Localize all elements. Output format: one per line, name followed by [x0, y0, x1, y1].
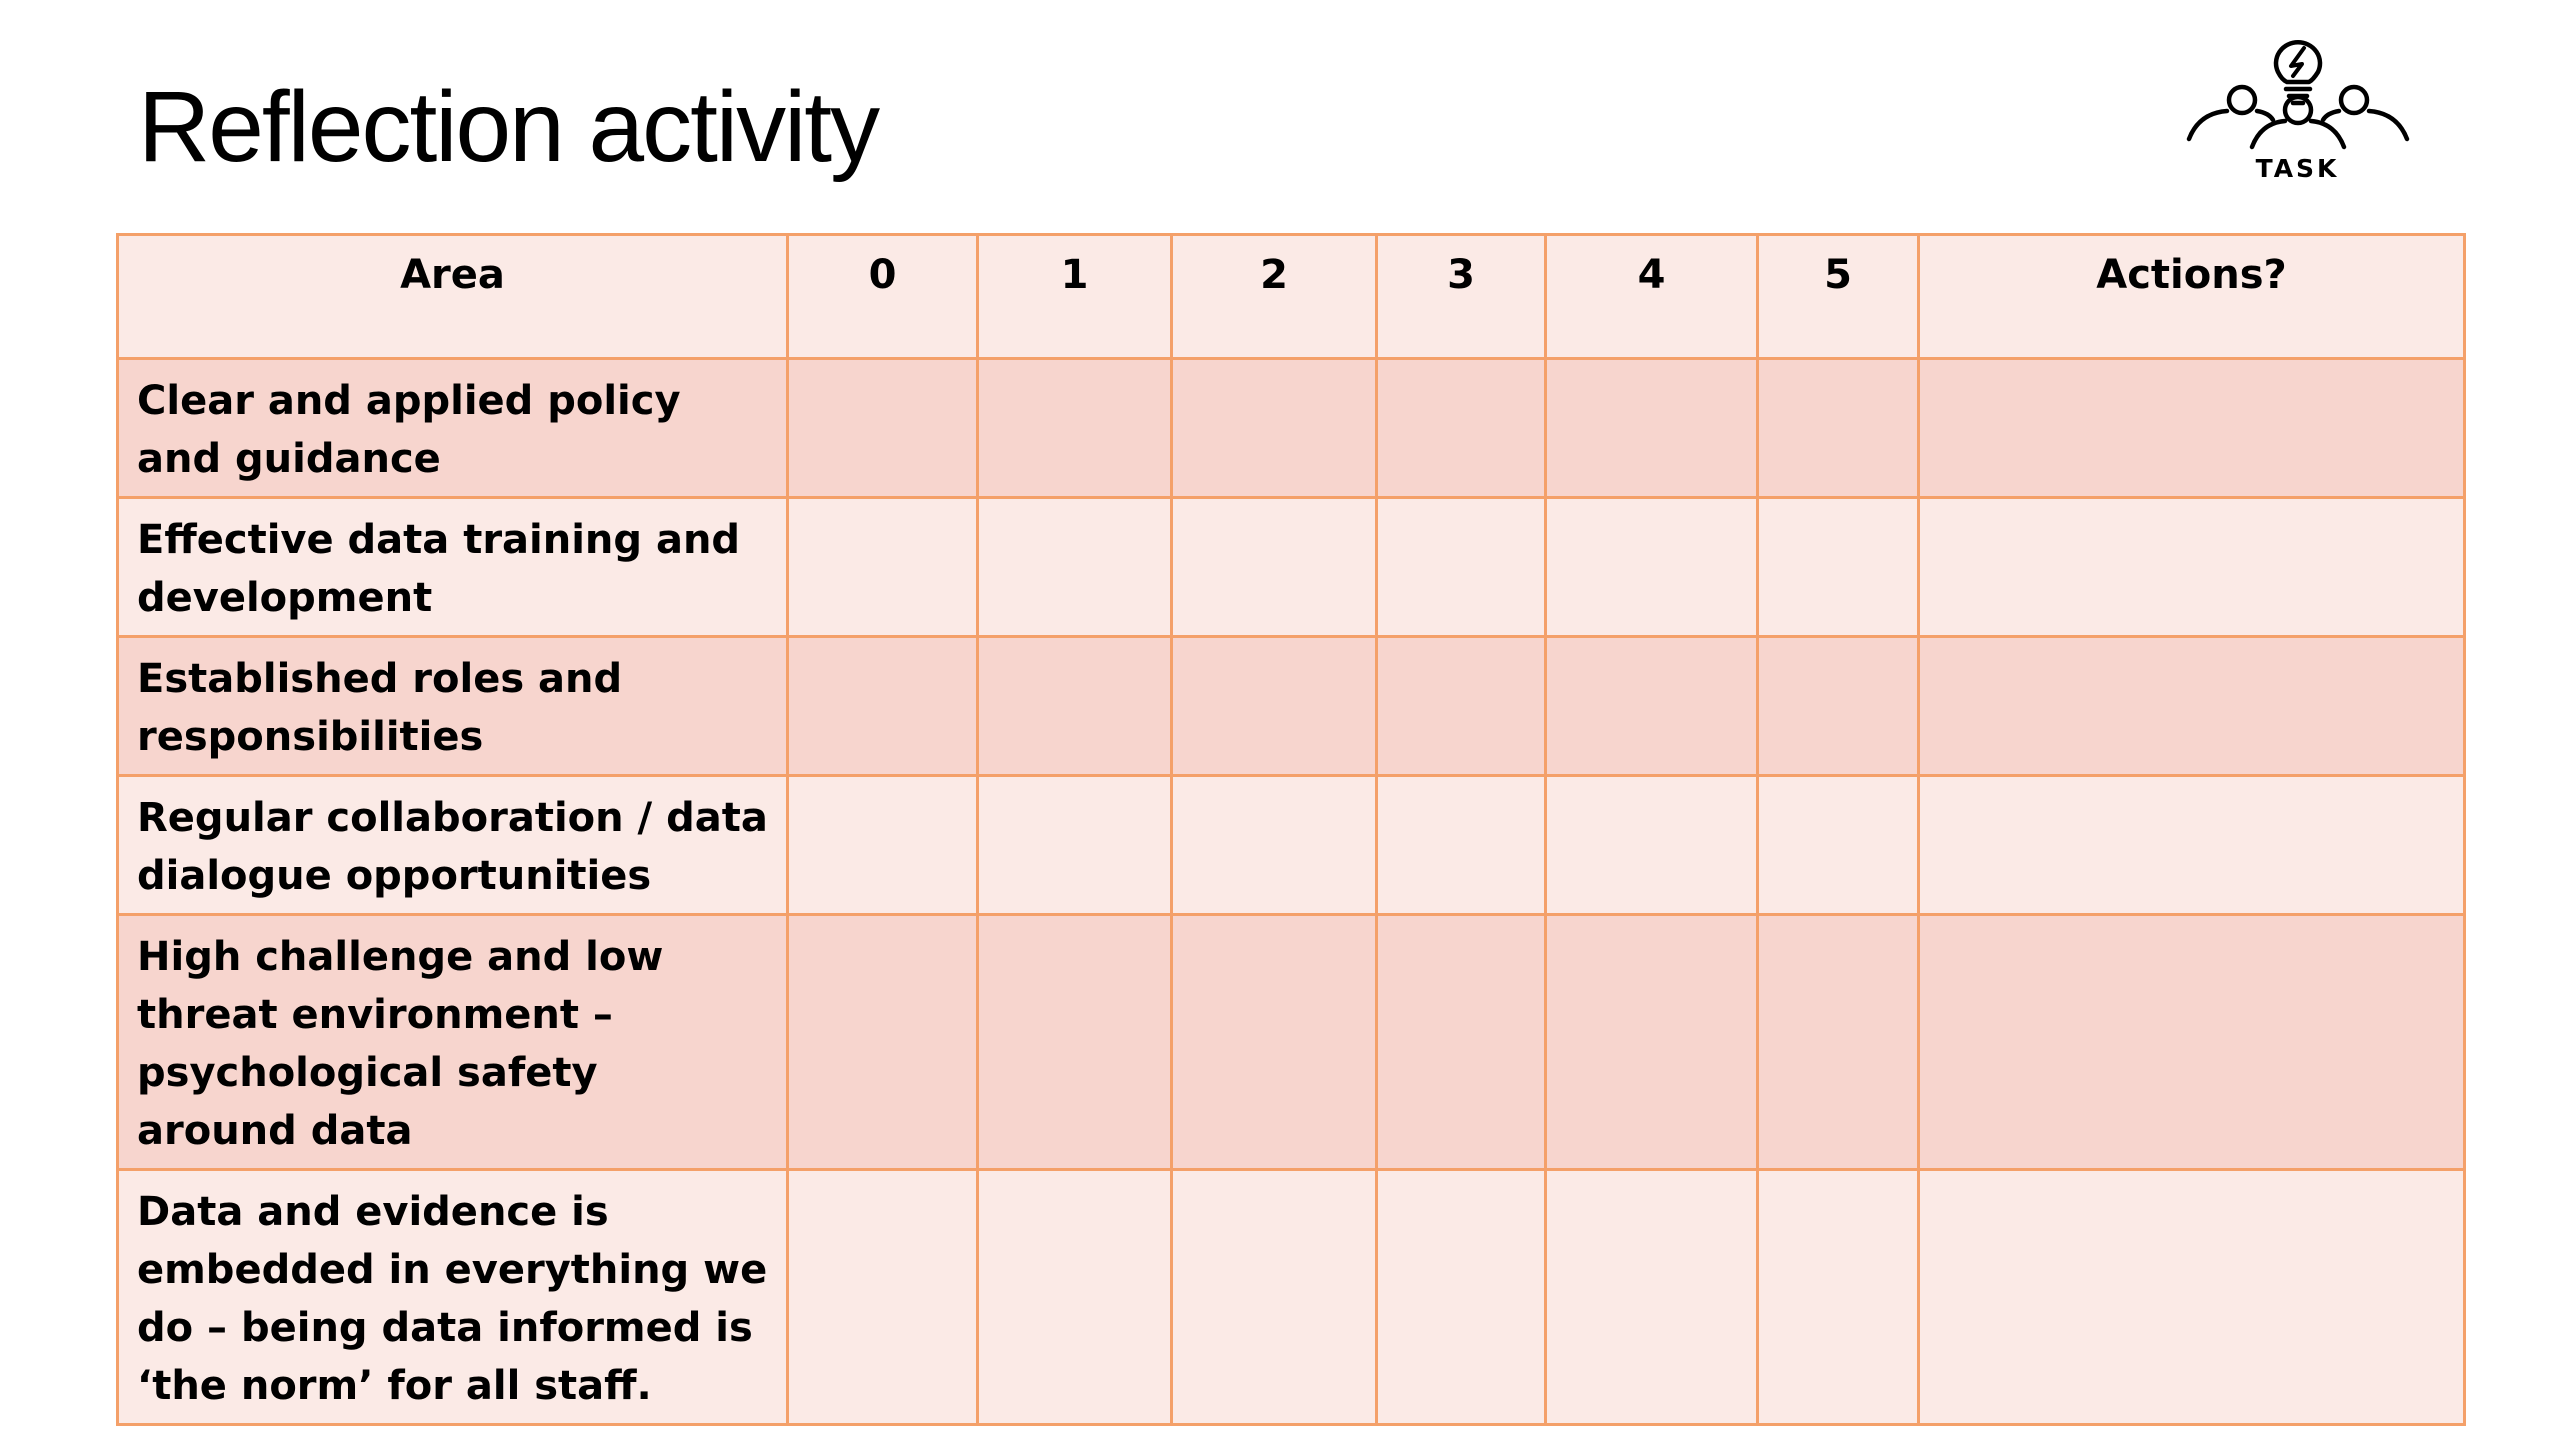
- score-cell-5: [1758, 915, 1919, 1170]
- header-score-2: 2: [1172, 235, 1377, 359]
- score-cell-4: [1546, 359, 1758, 498]
- score-cell-0: [788, 1170, 978, 1425]
- table-row: [118, 915, 2465, 1170]
- score-cell-3: [1377, 637, 1546, 776]
- team-lightbulb-icon: [2165, 22, 2430, 187]
- score-cell-4: [1546, 637, 1758, 776]
- score-cell-3: [1377, 915, 1546, 1170]
- actions-cell: [1919, 498, 2465, 637]
- header-score-4: 4: [1546, 235, 1758, 359]
- table-row: [118, 498, 2465, 637]
- score-cell-1: [978, 359, 1172, 498]
- score-cell-3: [1377, 498, 1546, 637]
- slide-title: Reflection activity: [138, 71, 879, 183]
- task-label: TASK: [2255, 154, 2340, 183]
- score-cell-2: [1172, 915, 1377, 1170]
- area-cell: High challenge and low threat environment – psychological safety around data: [118, 915, 788, 1170]
- score-cell-3: [1377, 776, 1546, 915]
- score-cell-5: [1758, 498, 1919, 637]
- score-cell-5: [1758, 776, 1919, 915]
- score-cell-2: [1172, 359, 1377, 498]
- area-cell: Data and evidence is embedded in everything we do – being data informed is ‘the norm’ for all staff.: [118, 1170, 788, 1425]
- area-cell: Established roles and responsibilities: [118, 637, 788, 776]
- reflection-table-container: [116, 233, 2463, 1409]
- header-row: [118, 235, 2465, 359]
- header-score-3: 3: [1377, 235, 1546, 359]
- score-cell-1: [978, 498, 1172, 637]
- table-row: [118, 359, 2465, 498]
- score-cell-4: [1546, 776, 1758, 915]
- header-score-5: 5: [1758, 235, 1919, 359]
- header-area: Area: [118, 235, 788, 359]
- table-row: [118, 1170, 2465, 1425]
- score-cell-2: [1172, 498, 1377, 637]
- score-cell-5: [1758, 1170, 1919, 1425]
- score-cell-1: [978, 1170, 1172, 1425]
- area-cell: Clear and applied policy and guidance: [118, 359, 788, 498]
- score-cell-1: [978, 637, 1172, 776]
- table-row: [118, 637, 2465, 776]
- score-cell-2: [1172, 637, 1377, 776]
- score-cell-0: [788, 776, 978, 915]
- actions-cell: [1919, 776, 2465, 915]
- score-cell-3: [1377, 1170, 1546, 1425]
- header-score-0: 0: [788, 235, 978, 359]
- area-cell: Effective data training and development: [118, 498, 788, 637]
- actions-cell: [1919, 359, 2465, 498]
- reflection-table: [116, 233, 2466, 1426]
- actions-cell: [1919, 915, 2465, 1170]
- score-cell-2: [1172, 776, 1377, 915]
- area-cell: Regular collaboration / data dialogue opportunities: [118, 776, 788, 915]
- table-row: [118, 776, 2465, 915]
- score-cell-3: [1377, 359, 1546, 498]
- score-cell-4: [1546, 1170, 1758, 1425]
- score-cell-0: [788, 915, 978, 1170]
- score-cell-1: [978, 776, 1172, 915]
- score-cell-2: [1172, 1170, 1377, 1425]
- score-cell-4: [1546, 498, 1758, 637]
- score-cell-0: [788, 359, 978, 498]
- score-cell-5: [1758, 359, 1919, 498]
- actions-cell: [1919, 637, 2465, 776]
- header-actions: Actions?: [1919, 235, 2465, 359]
- score-cell-4: [1546, 915, 1758, 1170]
- score-cell-5: [1758, 637, 1919, 776]
- score-cell-0: [788, 637, 978, 776]
- actions-cell: [1919, 1170, 2465, 1425]
- score-cell-1: [978, 915, 1172, 1170]
- score-cell-0: [788, 498, 978, 637]
- header-score-1: 1: [978, 235, 1172, 359]
